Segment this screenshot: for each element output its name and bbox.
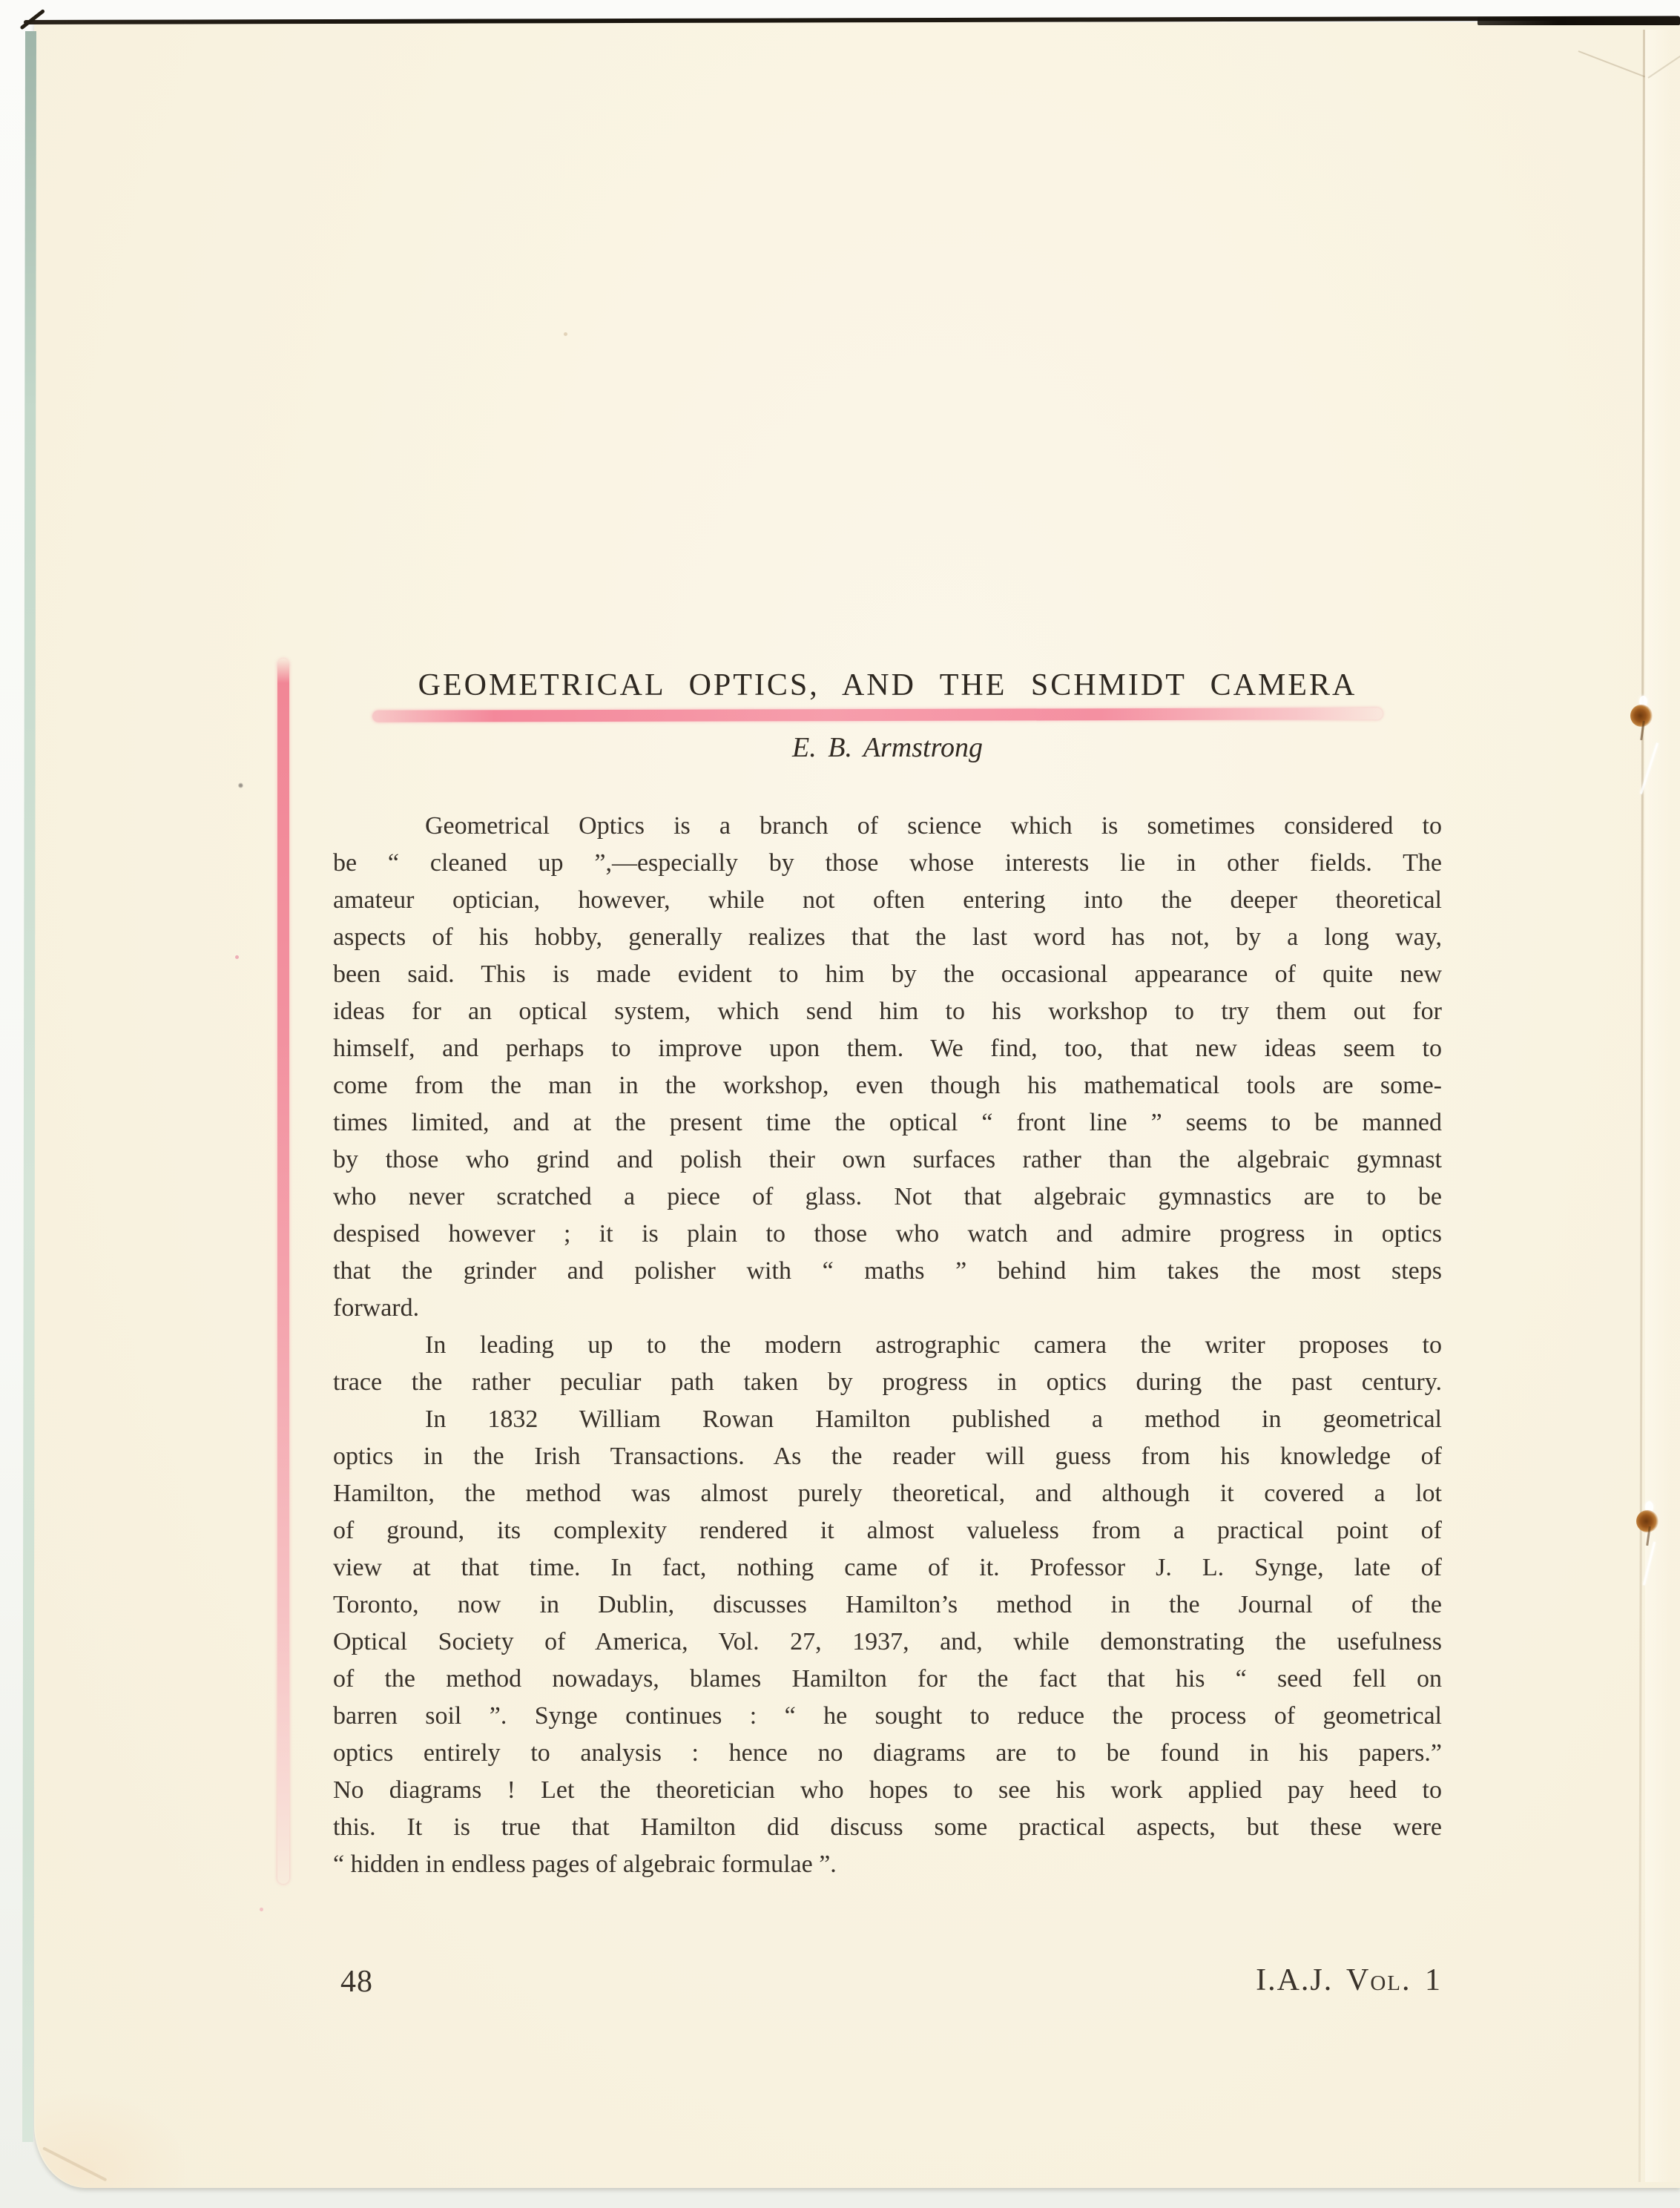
text-line: Geometrical Optics is a branch of science which is sometimes considered to (425, 812, 1442, 840)
text-line: amateur optician, however, while not often entering into the deeper theoretical (333, 886, 1442, 914)
staple-hole (1636, 1501, 1660, 1543)
text-line: been said. This is made evident to him by the occasional appearance of quite new (333, 960, 1442, 988)
dust-speck (260, 1908, 263, 1911)
text-line: Hamilton, the method was almost purely theoretical, and although it covered a lot (333, 1480, 1442, 1507)
paragraph (333, 1401, 1442, 1883)
text-line: despised however ; it is plain to those who watch and admire progress in optics (333, 1220, 1442, 1248)
text-line: of the method nowadays, blames Hamilton for the fact that his “ seed fell on (333, 1665, 1442, 1693)
text-line: come from the man in the workshop, even though his mathematical tools are some- (333, 1072, 1442, 1099)
text-line: In leading up to the modern astrographic camera the writer proposes to (425, 1331, 1442, 1359)
text-line: In 1832 William Rowan Hamilton published a method in geometrical (425, 1405, 1442, 1433)
text-line: that the grinder and polisher with “ maths ” behind him takes the most steps (333, 1257, 1442, 1285)
text-line: forward. (333, 1294, 420, 1322)
paragraph (333, 808, 1442, 1327)
rust-stain (1630, 705, 1653, 727)
text-line: of ground, its complexity rendered it almost valueless from a practical point of (333, 1517, 1442, 1544)
text-line: Toronto, now in Dublin, discusses Hamilton’s method in the Journal of the (333, 1591, 1442, 1618)
dust-speck (564, 332, 567, 336)
right-fold-highlight (1645, 30, 1680, 2182)
author-byline: E. B. Armstrong (792, 732, 983, 763)
dust-speck (235, 955, 239, 959)
pink-margin-line-mark (277, 659, 289, 1884)
rust-stain (1636, 1510, 1658, 1532)
text-line: view at that time. In fact, nothing came of it. Professor J. L. Synge, late of (333, 1554, 1442, 1581)
text-line: “ hidden in endless pages of algebraic formulae ”. (333, 1851, 837, 1878)
text-line: ideas for an optical system, which send him to his workshop to try them out for (333, 998, 1442, 1025)
dust-speck (238, 782, 243, 788)
text-line: optics entirely to analysis : hence no diagrams are to be found in his papers.” (333, 1739, 1442, 1767)
article-body (333, 808, 1442, 1883)
text-line: trace the rather peculiar path taken by progress in optics during the past century. (333, 1368, 1442, 1396)
page-corner-bottom-left (36, 2092, 191, 2188)
page-number: 48 (340, 1965, 373, 1999)
text-line: be “ cleaned up ”,—especially by those whose interests lie in other fields. The (333, 849, 1442, 877)
text-line: himself, and perhaps to improve upon them. We find, too, that new ideas seem to (333, 1035, 1442, 1062)
page-top-edge-right (1478, 17, 1680, 25)
article-title: GEOMETRICAL OPTICS, AND THE SCHMIDT CAMERA (418, 668, 1357, 702)
staple-hole (1630, 696, 1656, 740)
journal-volume-ref: I.A.J. Vol. 1 (1256, 1963, 1442, 1997)
text-line: by those who grind and polish their own surfaces rather than the algebraic gymnast (333, 1146, 1442, 1173)
text-line: Optical Society of America, Vol. 27, 1937, and, while demonstrating the usefulness (333, 1628, 1442, 1655)
text-line: barren soil ”. Synge continues : “ he sought to reduce the process of geometrical (333, 1702, 1442, 1730)
text-line: optics in the Irish Transactions. As the reader will guess from his knowledge of (333, 1443, 1442, 1470)
text-line: times limited, and at the present time the optical “ front line ” seems to be manned (333, 1109, 1442, 1136)
text-line: who never scratched a piece of glass. Not that algebraic gymnastics are to be (333, 1183, 1442, 1210)
text-line: this. It is true that Hamilton did discuss some practical aspects, but these were (333, 1813, 1442, 1841)
paragraph (333, 1327, 1442, 1401)
text-line: aspects of his hobby, generally realizes that the last word has not, by a long way, (333, 923, 1442, 951)
text-line: No diagrams ! Let the theoretician who hopes to see his work applied pay heed to (333, 1776, 1442, 1804)
